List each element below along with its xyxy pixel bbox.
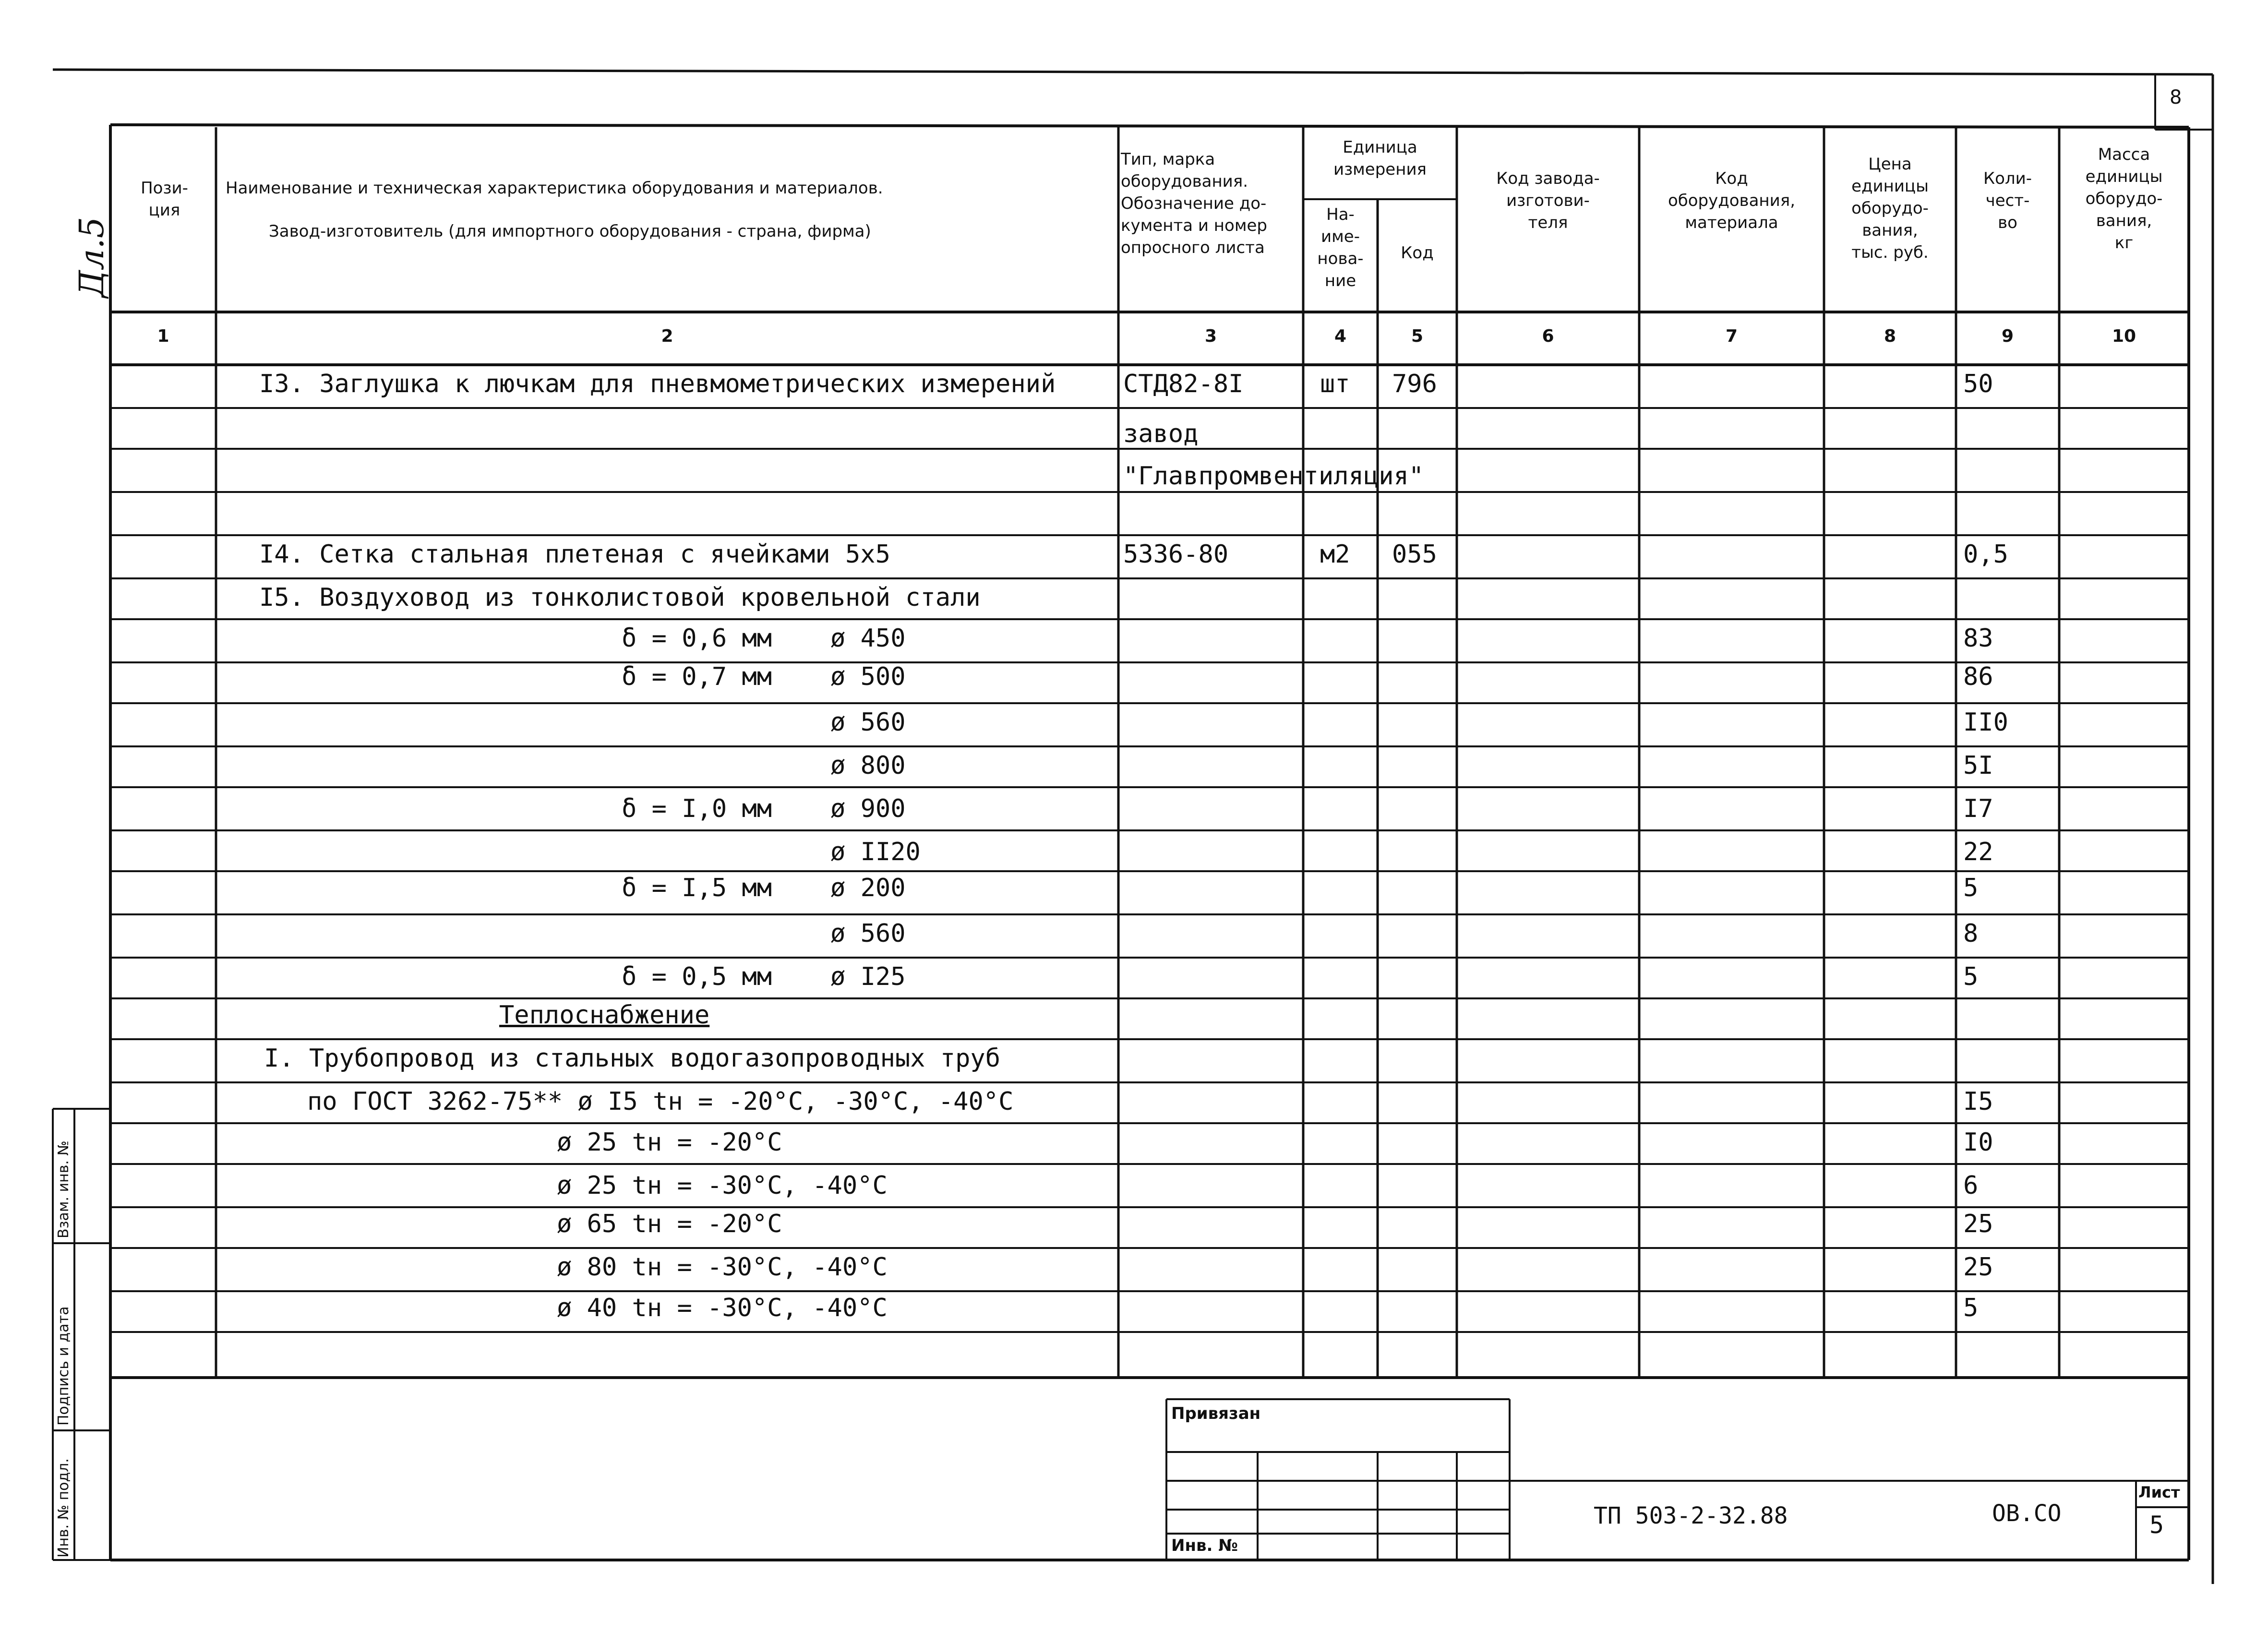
- heat-row-3: ø 25 tн = -20°С: [557, 1128, 782, 1157]
- duct-diameter-6: ø ІІ20: [830, 838, 921, 866]
- side-sign-date: Подпись и дата: [55, 1306, 72, 1426]
- header-col9: Коли- чест- во: [1983, 169, 2032, 232]
- stamp-inv-label: Инв. №: [1171, 1536, 1238, 1555]
- heat-row-1: І. Трубопровод из стальных водогазопроводных труб: [264, 1044, 1001, 1073]
- stamp-doc-code: ТП 503-2-32.88: [1594, 1502, 1788, 1529]
- row-13-manufacturer: завод "Главпромвентиляция": [1123, 420, 1424, 491]
- stamp-bound-label: Привязан: [1171, 1404, 1261, 1423]
- duct-qty-5: І7: [1963, 794, 1993, 823]
- duct-qty-8: 8: [1963, 919, 1979, 948]
- heat-row-7: ø 40 tн = -30°С, -40°С: [557, 1294, 888, 1322]
- heat-row-2: по ГОСТ 3262-75** ø І5 tн = -20°С, -30°С, -40°С: [307, 1087, 1014, 1116]
- duct-diameter-1: ø 450: [830, 624, 906, 653]
- header-col6: Код завода- изготови- теля: [1496, 169, 1600, 232]
- duct-qty-4: 5І: [1963, 751, 1993, 780]
- header-col2-line1: Наименование и техническая характеристика оборудования и материалов.: [226, 179, 883, 198]
- heat-row-6: ø 80 tн = -30°С, -40°С: [557, 1253, 888, 1282]
- col-number-10: 10: [2112, 326, 2136, 346]
- duct-qty-3: ІІ0: [1963, 708, 2008, 737]
- heat-row-4: ø 25 tн = -30°С, -40°С: [557, 1171, 888, 1200]
- heat-qty-3: І0: [1963, 1128, 1993, 1157]
- row-14-qty: 0,5: [1963, 540, 2008, 569]
- header-col5: Код: [1401, 243, 1434, 263]
- row-13-unit: шт: [1320, 370, 1350, 398]
- duct-thickness-2: δ = 0,7 мм: [622, 662, 772, 691]
- duct-diameter-7: ø 200: [830, 874, 906, 902]
- heat-qty-2: І5: [1963, 1087, 1993, 1116]
- row-15-name: І5. Воздуховод из тонколистовой кровельной стали: [259, 583, 981, 612]
- duct-thickness-7: δ = І,5 мм: [622, 874, 772, 902]
- heat-qty-6: 25: [1963, 1253, 1993, 1282]
- header-col7: Код оборудования, материала: [1668, 169, 1796, 232]
- col-number-4: 4: [1334, 326, 1347, 346]
- duct-qty-2: 86: [1963, 662, 1993, 691]
- row-13-code: 796: [1392, 370, 1437, 398]
- duct-thickness-1: δ = 0,6 мм: [622, 624, 772, 653]
- duct-diameter-5: ø 900: [830, 794, 906, 823]
- header-col8: Цена единицы оборудо- вания, тыс. руб.: [1851, 155, 1929, 262]
- side-inv-podl: Инв. № подл.: [55, 1458, 72, 1558]
- header-col3: Тип, марка оборудования. Обозначение до- кумента и номер опросного листа: [1121, 150, 1267, 257]
- duct-qty-6: 22: [1963, 838, 1993, 866]
- duct-diameter-8: ø 560: [830, 919, 906, 948]
- side-vzam: Взам. инв. №: [55, 1140, 72, 1238]
- stamp-sheet-label: Лист: [2138, 1483, 2180, 1501]
- duct-diameter-2: ø 500: [830, 662, 906, 691]
- margin-mark: Дл.5: [72, 216, 111, 298]
- duct-diameter-4: ø 800: [830, 751, 906, 780]
- duct-diameter-9: ø І25: [830, 962, 906, 991]
- header-col1: Пози- ция: [141, 179, 188, 220]
- header-col4: На- име- нова- ние: [1317, 205, 1364, 290]
- duct-qty-7: 5: [1963, 874, 1979, 902]
- header-unit-group: Единица измерения: [1333, 138, 1427, 179]
- col-number-3: 3: [1204, 326, 1217, 346]
- heat-qty-4: 6: [1963, 1171, 1979, 1200]
- stamp-sheet-number: 5: [2149, 1511, 2164, 1539]
- row-14-code: 055: [1392, 540, 1437, 569]
- duct-qty-1: 83: [1963, 624, 1993, 653]
- col-number-7: 7: [1725, 326, 1738, 346]
- row-13-type: СТД82-8І: [1123, 370, 1244, 398]
- col-number-2: 2: [661, 326, 673, 346]
- col-number-5: 5: [1411, 326, 1424, 346]
- row-13-name: ІЗ. Заглушка к лючкам для пневмометрических измерений: [259, 370, 1056, 398]
- duct-diameter-3: ø 560: [830, 708, 906, 737]
- row-14-type: 5336-80: [1123, 540, 1229, 569]
- heat-row-5: ø 65 tн = -20°С: [557, 1210, 782, 1238]
- duct-qty-9: 5: [1963, 962, 1979, 991]
- duct-thickness-5: δ = І,0 мм: [622, 794, 772, 823]
- col-number-1: 1: [157, 326, 169, 346]
- duct-thickness-9: δ = 0,5 мм: [622, 962, 772, 991]
- row-14-name: І4. Сетка стальная плетеная с ячейками 5х5: [259, 540, 890, 569]
- stamp-section: ОВ.СО: [1992, 1500, 2062, 1527]
- col-number-6: 6: [1542, 326, 1554, 346]
- row-13-qty: 50: [1963, 370, 1993, 398]
- heat-qty-5: 25: [1963, 1210, 1993, 1238]
- col-number-9: 9: [2001, 326, 2014, 346]
- header-col2-line2: Завод-изготовитель (для импортного оборудования - страна, фирма): [269, 222, 871, 241]
- section-title: Теплоснабжение: [499, 1001, 710, 1030]
- header-col10: Масса единицы оборудо- вания, кг: [2085, 145, 2163, 252]
- col-number-8: 8: [1884, 326, 1896, 346]
- sheet-corner-number: 8: [2170, 86, 2182, 108]
- row-14-unit: м2: [1320, 540, 1350, 569]
- heat-qty-7: 5: [1963, 1294, 1979, 1322]
